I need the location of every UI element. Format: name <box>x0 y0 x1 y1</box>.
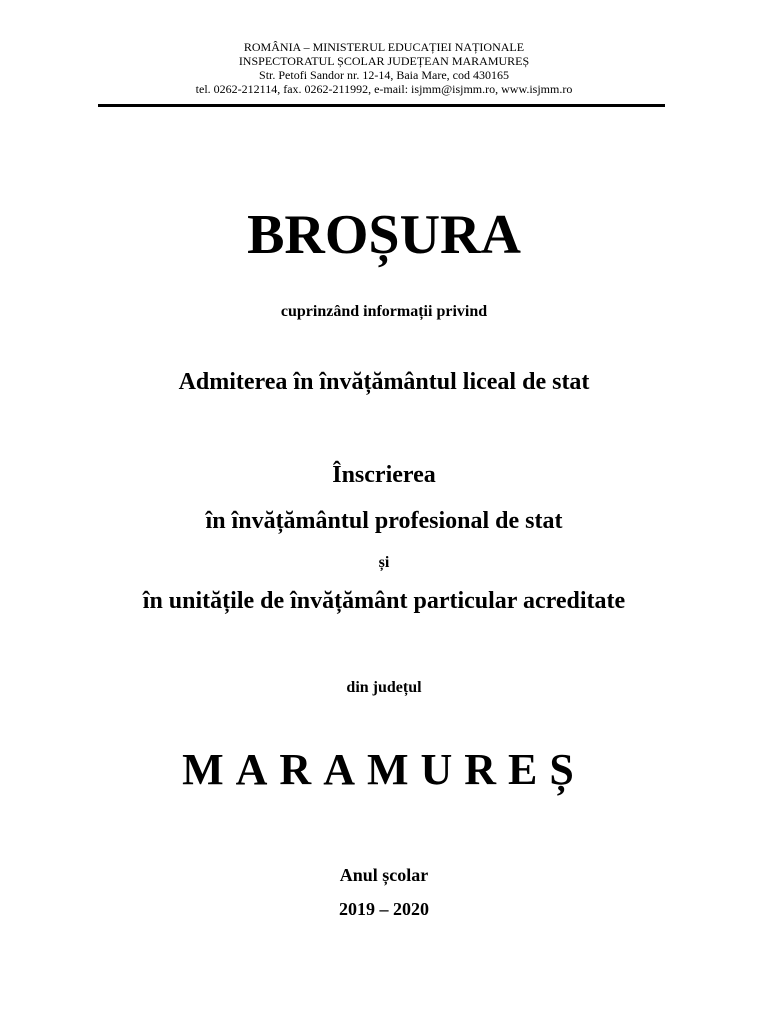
document-subtitle: cuprinzând informații privind <box>280 303 488 320</box>
topic-conjunction: și <box>378 554 390 571</box>
topic-admission: Admiterea în învățământul liceal de stat <box>178 369 590 395</box>
topic-vocational: în învățământul profesional de stat <box>205 508 563 534</box>
county-name: MARAMUREȘ <box>182 745 586 794</box>
document-header <box>0 40 768 96</box>
header-divider <box>98 104 665 107</box>
header-address: Str. Petofi Sandor nr. 12-14, Baia Mare, cod 430165 <box>259 68 509 82</box>
document-title: BROȘURA <box>247 204 521 266</box>
county-label: din județul <box>346 679 422 696</box>
school-year: 2019 – 2020 <box>339 899 429 919</box>
topic-enrollment: Înscrierea <box>332 462 436 488</box>
header-contact: tel. 0262-212114, fax. 0262-211992, e-mail: isjmm@isjmm.ro, www.isjmm.ro <box>195 82 573 96</box>
topic-private-schools: în unitățile de învățământ particular acreditate <box>142 588 626 614</box>
header-inspectorate: INSPECTORATUL ȘCOLAR JUDEȚEAN MARAMUREȘ <box>238 54 530 68</box>
school-year-label: Anul școlar <box>339 865 429 885</box>
header-ministry: ROMÂNIA – MINISTERUL EDUCAȚIEI NAȚIONALE <box>243 40 525 54</box>
